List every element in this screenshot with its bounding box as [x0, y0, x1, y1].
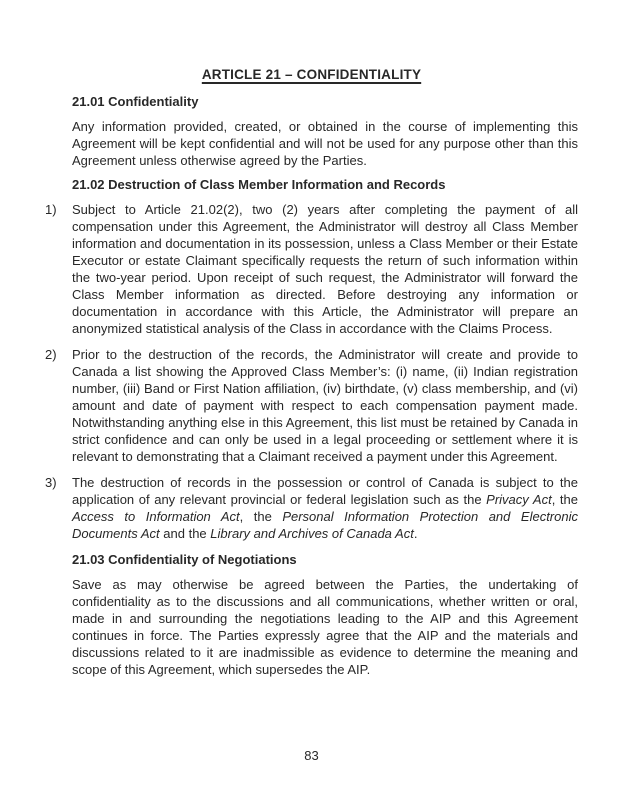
paragraph-21-03: Save as may otherwise be agreed between the Parties, the undertaking of confidentiality as to the discussions and all communications, whether written or oral, made in and surrounding the negotiations leading to the AIP and this Agreement continues in force. The Parties expressly agree that the AIP and the materials and discussions related to it are inadmissible as evidence to determine the meaning and scope of this Agreement, which supersedes the AIP. — [72, 577, 578, 677]
list-item-1-text: Subject to Article 21.02(2), two (2) years after completing the payment of all compensation under this Agreement, the Administrator will destroy all Class Member information and documentation in its possession, unless a Class Member or their Estate Executor or estate Claimant specifically requests the return of such information within the two-year period. Upon receipt of such request, the Administrator will forward the Class Member information as directed. Before destroying any information or documentation in accordance with this Article, the Administrator will prepare an anonymized statistical analysis of the Class in accordance with the Claims Process. — [72, 202, 578, 336]
list-item-3-number: 3) — [45, 475, 57, 490]
act-name-library-archives-act: Library and Archives of Canada Act — [210, 526, 414, 541]
section-heading-21-02: 21.02 Destruction of Class Member Information and Records — [72, 177, 446, 192]
list-item-1-number: 1) — [45, 202, 57, 217]
list-item-2-text: Prior to the destruction of the records, the Administrator will create and provide to Canada a list showing the Approved Class Member’s: (i) name, (ii) Indian registration number, (iii) Band or First Nation affiliation, (iv) birthdate, (v) class membership, and (vi) amount and date of payment with respect to each compensation payment made. Notwithstanding anything else in this Agreement, this list must be retained by Canada in strict confidence and can only be used in a legal proceeding or settlement where it is relevant to demonstrating that a Claimant received a payment under this Agreement. — [72, 347, 578, 464]
act-name-access-to-information-act: Access to Information Act — [72, 509, 240, 524]
list-item-2-number: 2) — [45, 347, 57, 362]
list-item-3-text — [72, 474, 578, 542]
text-run: and the — [159, 526, 211, 541]
page-number: 83 — [304, 748, 319, 763]
text-run: . — [413, 526, 418, 541]
list-item-1 — [45, 201, 578, 337]
list-item-2 — [45, 346, 578, 465]
section-heading-21-03: 21.03 Confidentiality of Negotiations — [72, 552, 297, 567]
text-run: The destruction of records in the possession or control of Canada is subject to the application of any relevant provincial or federal legislation such as the — [72, 475, 578, 507]
act-name-pipeda: Personal Information Protection and Electronic Documents Act — [72, 509, 578, 541]
article-title: ARTICLE 21 – CONFIDENTIALITY — [201, 67, 422, 82]
text-run: , the — [551, 492, 578, 507]
section-heading-21-01: 21.01 Confidentiality — [72, 94, 199, 109]
paragraph-21-01: Any information provided, created, or obtained in the course of implementing this Agreement will be kept confidential and will not be used for any purpose other than this Agreement unless otherwise agreed by the Parties. — [72, 119, 578, 168]
text-run: , the — [239, 509, 283, 524]
act-name-privacy-act: Privacy Act — [486, 492, 552, 507]
list-item-3 — [45, 474, 578, 542]
